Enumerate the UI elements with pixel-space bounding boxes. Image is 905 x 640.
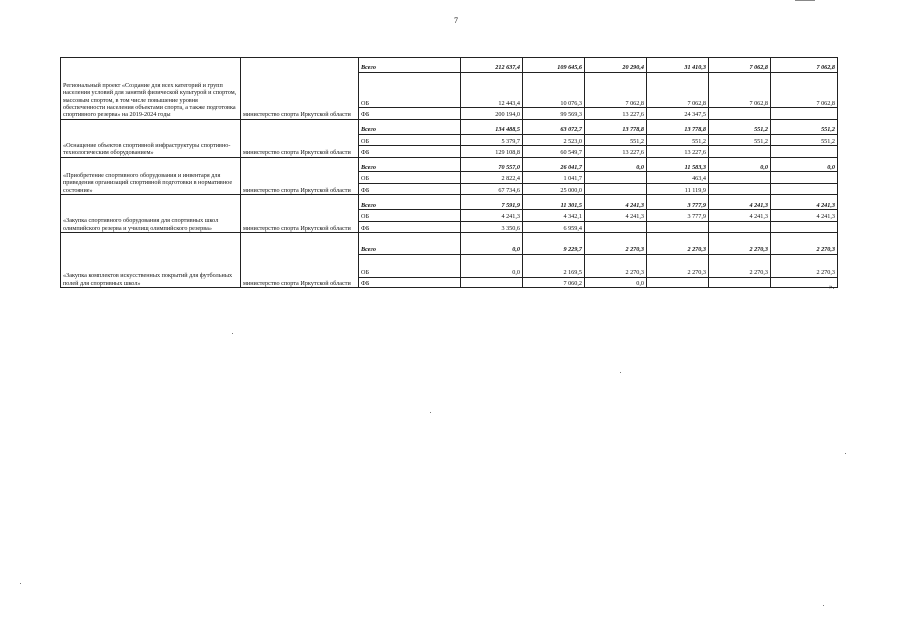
amount-cell: 11 119,9 <box>647 183 709 194</box>
amount-cell: 551,2 <box>647 134 709 145</box>
amount-cell <box>709 108 771 119</box>
closing-quote-mark: ». <box>829 283 835 291</box>
amount-cell: 20 290,4 <box>585 58 647 73</box>
funding-source: Всего <box>359 233 461 255</box>
table-row <box>61 195 838 210</box>
amount-cell: 9 229,7 <box>523 233 585 255</box>
amount-cell: 31 410,3 <box>647 58 709 73</box>
amount-cell <box>585 172 647 183</box>
amount-cell <box>647 277 709 287</box>
measure-description: Региональный проект «Создание для всех категорий и групп населения условий для занятий физической культурой и спортом, массовым спортом, в том числе повышение уровня обеспеченности населения объектами спорта, а также подготовка спортивного резерва» на 2019-2024 годы <box>61 58 241 120</box>
amount-cell: 3 350,6 <box>461 221 523 232</box>
table-row <box>61 119 838 134</box>
amount-cell: 2 270,3 <box>585 254 647 277</box>
amount-cell: 4 241,3 <box>771 195 838 210</box>
scan-speck <box>620 372 621 373</box>
responsible-organization: министерство спорта Иркутской области <box>241 157 359 195</box>
amount-cell: 7 062,8 <box>585 72 647 107</box>
scan-speck <box>20 583 21 584</box>
amount-cell: 551,2 <box>709 119 771 134</box>
amount-cell: 24 347,5 <box>647 108 709 119</box>
amount-cell <box>709 146 771 157</box>
amount-cell: 4 241,3 <box>585 210 647 221</box>
amount-cell: 0,0 <box>771 157 838 172</box>
funding-source: ФБ <box>359 277 461 287</box>
measure-description: «Оснащение объектов спортивной инфраструктуры спортивно-технологическим оборудованием» <box>61 119 241 157</box>
funding-source: ФБ <box>359 183 461 194</box>
amount-cell <box>709 172 771 183</box>
amount-cell: 5 379,7 <box>461 134 523 145</box>
amount-cell: 0,0 <box>709 157 771 172</box>
measure-description: «Закупка комплектов искусственных покрытий для футбольных полей для спортивных школ» <box>61 233 241 288</box>
amount-cell: 7 060,2 <box>523 277 585 287</box>
funding-source: ФБ <box>359 108 461 119</box>
scan-speck <box>845 453 846 454</box>
amount-cell: 6 959,4 <box>523 221 585 232</box>
amount-cell: 7 062,8 <box>647 72 709 107</box>
scan-mark <box>795 0 815 1</box>
amount-cell: 70 557,0 <box>461 157 523 172</box>
amount-cell: 551,2 <box>709 134 771 145</box>
responsible-organization: министерство спорта Иркутской области <box>241 58 359 120</box>
amount-cell <box>771 221 838 232</box>
amount-cell: 2 270,3 <box>647 254 709 277</box>
amount-cell: 2 270,3 <box>771 254 838 277</box>
amount-cell: 2 523,0 <box>523 134 585 145</box>
amount-cell <box>771 108 838 119</box>
responsible-organization: министерство спорта Иркутской области <box>241 233 359 288</box>
amount-cell: 2 822,4 <box>461 172 523 183</box>
amount-cell <box>585 183 647 194</box>
page-number: 7 <box>454 16 458 25</box>
amount-cell: 4 342,1 <box>523 210 585 221</box>
funding-source: ОБ <box>359 172 461 183</box>
amount-cell: 212 637,4 <box>461 58 523 73</box>
amount-cell <box>771 172 838 183</box>
amount-cell: 3 777,9 <box>647 195 709 210</box>
amount-cell: 0,0 <box>585 157 647 172</box>
funding-source: ФБ <box>359 146 461 157</box>
amount-cell: 109 645,6 <box>523 58 585 73</box>
amount-cell: 11 583,3 <box>647 157 709 172</box>
amount-cell: 4 241,3 <box>709 210 771 221</box>
funding-source: ОБ <box>359 134 461 145</box>
amount-cell <box>771 277 838 287</box>
amount-cell: 0,0 <box>461 254 523 277</box>
amount-cell: 13 227,6 <box>585 108 647 119</box>
amount-cell: 2 270,3 <box>709 254 771 277</box>
amount-cell <box>709 277 771 287</box>
amount-cell: 10 076,3 <box>523 72 585 107</box>
amount-cell: 60 549,7 <box>523 146 585 157</box>
amount-cell: 63 072,7 <box>523 119 585 134</box>
amount-cell: 7 062,8 <box>771 58 838 73</box>
amount-cell <box>585 221 647 232</box>
amount-cell: 134 488,5 <box>461 119 523 134</box>
funding-source: Всего <box>359 58 461 73</box>
amount-cell: 2 270,3 <box>709 233 771 255</box>
amount-cell: 25 000,0 <box>523 183 585 194</box>
amount-cell: 4 241,3 <box>585 195 647 210</box>
amount-cell: 0,0 <box>585 277 647 287</box>
measure-description: «Приобретение спортивного оборудования и инвентаря для приведения организаций спортивной подготовки в нормативное состояние» <box>61 157 241 195</box>
amount-cell: 551,2 <box>771 134 838 145</box>
amount-cell: 551,2 <box>585 134 647 145</box>
amount-cell: 2 270,3 <box>585 233 647 255</box>
amount-cell <box>461 277 523 287</box>
funding-source: ФБ <box>359 221 461 232</box>
amount-cell: 3 777,9 <box>647 210 709 221</box>
measure-description: «Закупка спортивного оборудования для спортивных школ олимпийского резерва и училищ олимпийского резерва» <box>61 195 241 233</box>
amount-cell <box>771 146 838 157</box>
amount-cell: 11 301,5 <box>523 195 585 210</box>
amount-cell: 2 270,3 <box>647 233 709 255</box>
funding-source: ОБ <box>359 254 461 277</box>
amount-cell: 2 169,5 <box>523 254 585 277</box>
amount-cell: 551,2 <box>771 119 838 134</box>
budget-table <box>60 57 838 288</box>
amount-cell <box>709 221 771 232</box>
amount-cell: 26 041,7 <box>523 157 585 172</box>
amount-cell: 99 569,3 <box>523 108 585 119</box>
amount-cell: 200 194,0 <box>461 108 523 119</box>
amount-cell: 4 241,3 <box>709 195 771 210</box>
funding-source: ОБ <box>359 72 461 107</box>
amount-cell: 13 778,8 <box>585 119 647 134</box>
amount-cell: 12 443,4 <box>461 72 523 107</box>
amount-cell <box>709 183 771 194</box>
responsible-organization: министерство спорта Иркутской области <box>241 119 359 157</box>
amount-cell: 7 591,9 <box>461 195 523 210</box>
amount-cell: 463,4 <box>647 172 709 183</box>
table-row <box>61 157 838 172</box>
funding-source: ОБ <box>359 210 461 221</box>
amount-cell: 13 778,8 <box>647 119 709 134</box>
scan-speck <box>232 333 233 334</box>
amount-cell: 0,0 <box>461 233 523 255</box>
table-row <box>61 233 838 255</box>
amount-cell: 129 108,8 <box>461 146 523 157</box>
funding-source: Всего <box>359 119 461 134</box>
amount-cell: 67 734,6 <box>461 183 523 194</box>
responsible-organization: министерство спорта Иркутской области <box>241 195 359 233</box>
funding-source: Всего <box>359 195 461 210</box>
amount-cell: 13 227,6 <box>585 146 647 157</box>
amount-cell: 4 241,3 <box>461 210 523 221</box>
scan-speck <box>823 605 824 606</box>
amount-cell: 1 041,7 <box>523 172 585 183</box>
amount-cell: 13 227,6 <box>647 146 709 157</box>
scan-speck <box>430 412 431 413</box>
amount-cell: 7 062,8 <box>709 72 771 107</box>
amount-cell: 2 270,3 <box>771 233 838 255</box>
amount-cell <box>771 183 838 194</box>
table-row <box>61 58 838 73</box>
amount-cell: 7 062,8 <box>771 72 838 107</box>
funding-source: Всего <box>359 157 461 172</box>
amount-cell: 7 062,8 <box>709 58 771 73</box>
amount-cell <box>647 221 709 232</box>
amount-cell: 4 241,3 <box>771 210 838 221</box>
